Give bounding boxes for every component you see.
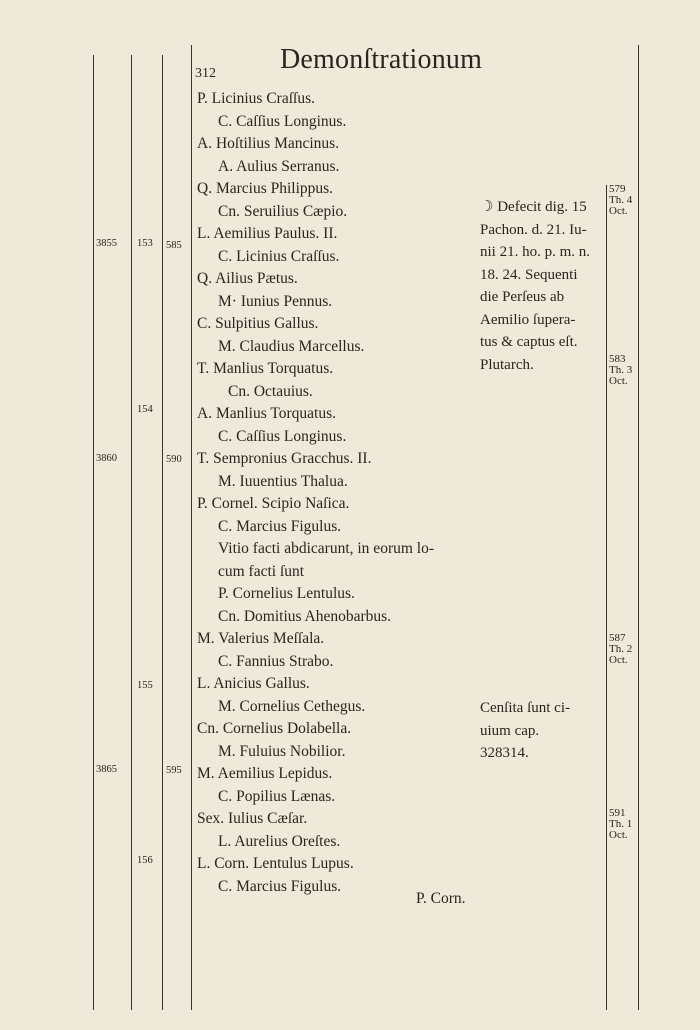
list-item: M. Valerius Meſſala. [197,630,325,647]
page-title: Demonſtrationum [280,44,483,75]
list-item: Sex. Iulius Cæſar. [197,810,308,827]
list-item: M. Cornelius Cethegus. [218,697,366,715]
list-item: L. Anicius Gallus. [197,675,310,692]
note-line: ☽ Defecit dig. 15 [480,199,587,215]
side-note [609,354,632,387]
list-item: T. Manlius Torquatus. [197,360,334,377]
list-item: Cn. Seruilius Cæpio. [218,202,348,220]
list-item: M. Claudius Marcellus. [218,337,365,355]
side-note-line: 587 [609,632,626,644]
side-note [609,633,632,666]
list-item: P. Cornelius Lentulus. [218,585,355,602]
list-item: L. Aemilius Paulus. II. [197,225,338,242]
list-item: Q. Ailius Pætus. [197,270,298,287]
list-item: Vitio facti abdicarunt, in eorum lo- [218,540,435,557]
list-item: A. Aulius Serranus. [218,157,340,175]
list-item: C. Marcius Figulus. [218,877,342,895]
list-item: cum facti ſunt [218,562,305,580]
list-item: Cn. Domitius Ahenobarbus. [218,607,392,625]
list-item: M. Aemilius Lepidus. [197,765,333,782]
note-line: 328314. [480,745,529,761]
list-item: P. Licinius Craſſus. [197,90,315,107]
rule-line [638,45,639,1010]
side-note-line: Th. 1 [609,818,633,830]
city-year-number: 590 [166,454,182,465]
list-item: C. Marcius Figulus. [218,517,342,535]
year-number: 3855 [96,238,117,249]
list-item: C. Caſſius Longinus. [218,427,347,445]
list-item: C. Popilius Lænas. [218,787,336,805]
side-note-line: Oct. [609,205,628,217]
list-item: A. Manlius Torquatus. [197,405,336,422]
catchword: P. Corn. [416,890,466,907]
note-line: die Perſeus ab [480,289,565,305]
note-line: Pachon. d. 21. Iu- [480,221,587,238]
list-item: L. Aurelius Oreſtes. [218,832,341,850]
list-item: M. Fuluius Nobilior. [218,742,346,760]
note-line: Aemilio ſupera- [480,311,576,328]
list-item: M· Iunius Pennus. [218,292,333,310]
side-note-line: Th. 4 [609,194,633,206]
note-line: 18. 24. Sequenti [480,266,578,283]
olympiad-number: 154 [137,404,153,415]
city-year-number: 595 [166,765,182,776]
list-item: C. Caſſius Longinus. [218,112,347,130]
list-item: T. Sempronius Gracchus. II. [197,450,372,467]
olympiad-number: 153 [137,238,153,249]
list-item: C. Licinius Craſſus. [218,247,340,265]
side-note-line: Oct. [609,375,628,387]
note-line: Cenſita ſunt ci- [480,700,570,716]
note-line: tus & captus eſt. [480,334,578,350]
side-note [609,808,632,841]
olympiad-number: 155 [137,680,153,691]
list-item: M. Iuuentius Thalua. [218,472,348,490]
side-note [609,184,632,217]
list-item: Q. Marcius Philippus. [197,180,334,197]
side-note-line: 583 [609,353,626,365]
year-number: 3865 [96,764,117,775]
side-note-line: 579 [609,183,626,195]
side-note-line: 591 [609,807,626,819]
side-note-line: Oct. [609,654,628,666]
rule-line [131,55,132,1010]
side-note-line: Th. 2 [609,643,633,655]
rule-line [191,45,192,1010]
note-line: uium cap. [480,722,540,739]
list-item: Cn. Octauius. [228,382,313,400]
side-note-line: Oct. [609,829,628,841]
rule-line [606,185,607,1010]
list-item: A. Hoſtilius Mancinus. [197,135,340,152]
side-note-line: Th. 3 [609,364,633,376]
list-item: L. Corn. Lentulus Lupus. [197,855,354,872]
rule-line [93,55,94,1010]
list-item: P. Cornel. Scipio Naſica. [197,495,350,512]
list-item: C. Sulpitius Gallus. [197,315,319,332]
note-line: Plutarch. [480,356,534,373]
city-year-number: 585 [166,240,182,251]
list-item: Cn. Cornelius Dolabella. [197,720,352,737]
note-line: nii 21. ho. p. m. n. [480,244,591,260]
page-number: 312 [195,66,216,81]
olympiad-number: 156 [137,855,153,866]
rule-line [162,55,163,1010]
list-item: C. Fannius Strabo. [218,652,334,670]
year-number: 3860 [96,453,117,464]
